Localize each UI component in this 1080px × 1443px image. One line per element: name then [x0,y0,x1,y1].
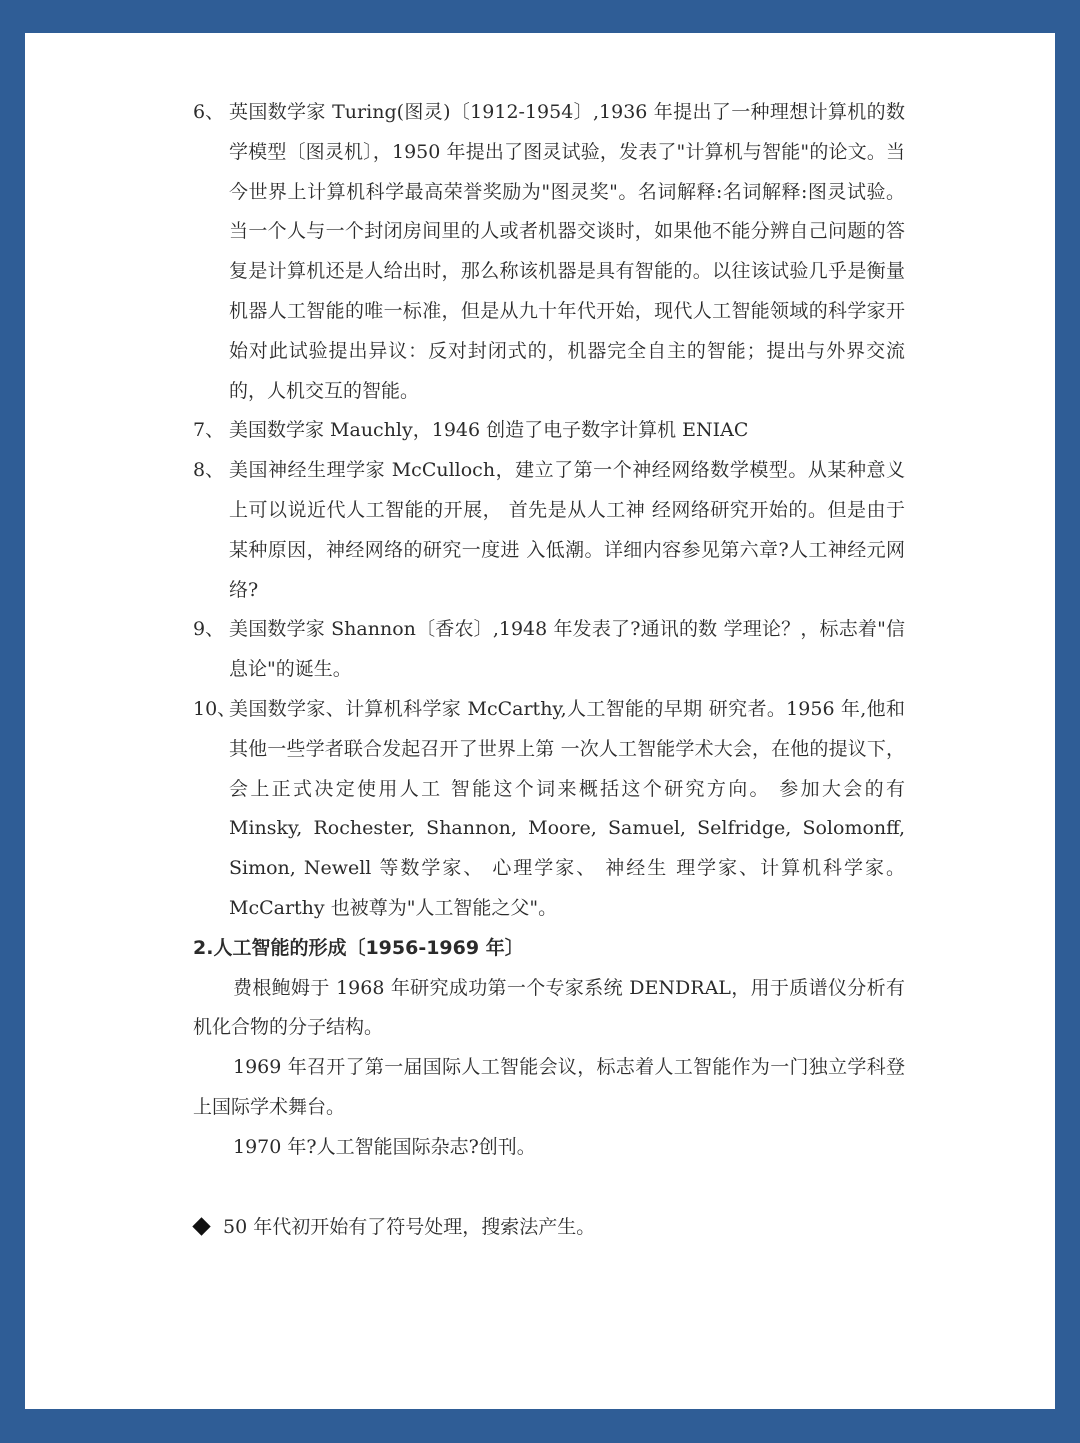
bullet-line [193,1208,905,1248]
top-spacer [193,33,905,93]
document-content [193,33,905,1247]
list-item [193,411,905,451]
item-number: 8、 [193,459,225,482]
list-item [193,451,905,610]
paragraph: 1970 年?人工智能国际杂志?创刊。 [233,1135,536,1158]
list-item [193,93,905,411]
list-item [193,690,905,929]
item-number: 6、 [193,101,225,123]
diamond-bullet-icon [192,1217,210,1235]
section-heading: 2.人工智能的形成〔1956-1969 年〕 [193,936,524,959]
document-page [25,33,1055,1409]
paragraph: 1969 年召开了第一届国际人工智能会议，标志着人工智能作为一门独立学科登上国际学术舞台。 [193,1056,905,1118]
item-number: 7、 [193,419,225,442]
bullet-text: 50 年代初开始有了符号处理，搜索法产生。 [223,1215,596,1238]
item-text: 美国数学家 Shannon〔香农〕,1948 年发表了?通讯的数 学理论？，标志着"信息论"的诞生。 [229,618,905,681]
spacer [193,1168,905,1208]
list-item [193,610,905,690]
paragraph: 费根鲍姆于 1968 年研究成功第一个专家系统 DENDRAL，用于质谱仪分析有机化合物的分子结构。 [193,976,905,1039]
item-number: 10、 [193,697,237,720]
item-text: 美国数学家 Mauchly，1946 创造了电子数字计算机 ENIAC [229,419,749,442]
item-text: 美国数学家、计算机科学家 McCarthy,人工智能的早期 研究者。1956 年,他和其他一些学者联合发起召开了世界上第 一次人工智能学术大会，在他的提议下，会上正式决定使用人工 智能这个词来概括这个研究方向。 参加大会的有 Minsky, Rochester, Shannon, Moore, Samuel, Selfridge, Solomonff, Simon, Newell 等数学家、 心理学家、 神经生 理学家、计算机科学家。McCarthy 也被尊为"人工智能之父"。 [229,697,905,919]
item-text: 美国神经生理学家 McCulloch，建立了第一个神经网络数学模型。从某种意义上可以说近代人工智能的开展， 首先是从人工神 经网络研究开始的。但是由于某种原因，神经网络的研究一度进 入低潮。详细内容参见第六章?人工神经元网络? [229,459,905,601]
item-number: 9、 [193,618,225,641]
item-text: 英国数学家 Turing(图灵)〔1912-1954〕,1936 年提出了一种理想计算机的数学模型〔图灵机〕，1950 年提出了图灵试验，发表了"计算机与智能"的论文。当今世界上计算机科学最高荣誉奖励为"图灵奖"。名词解释:名词解释:图灵试验。当一个人与一个封闭房间里的人或者机器交谈时，如果他不能分辨自己问题的答复是计算机还是人给出时，那么称该机器是具有智能的。以往该试验几乎是衡量机器人工智能的唯一标准，但是从九十年代开始，现代人工智能领域的科学家开始对此试验提出异议：反对封闭式的，机器完全自主的智能；提出与外界交流的，人机交互的智能。 [229,101,905,402]
